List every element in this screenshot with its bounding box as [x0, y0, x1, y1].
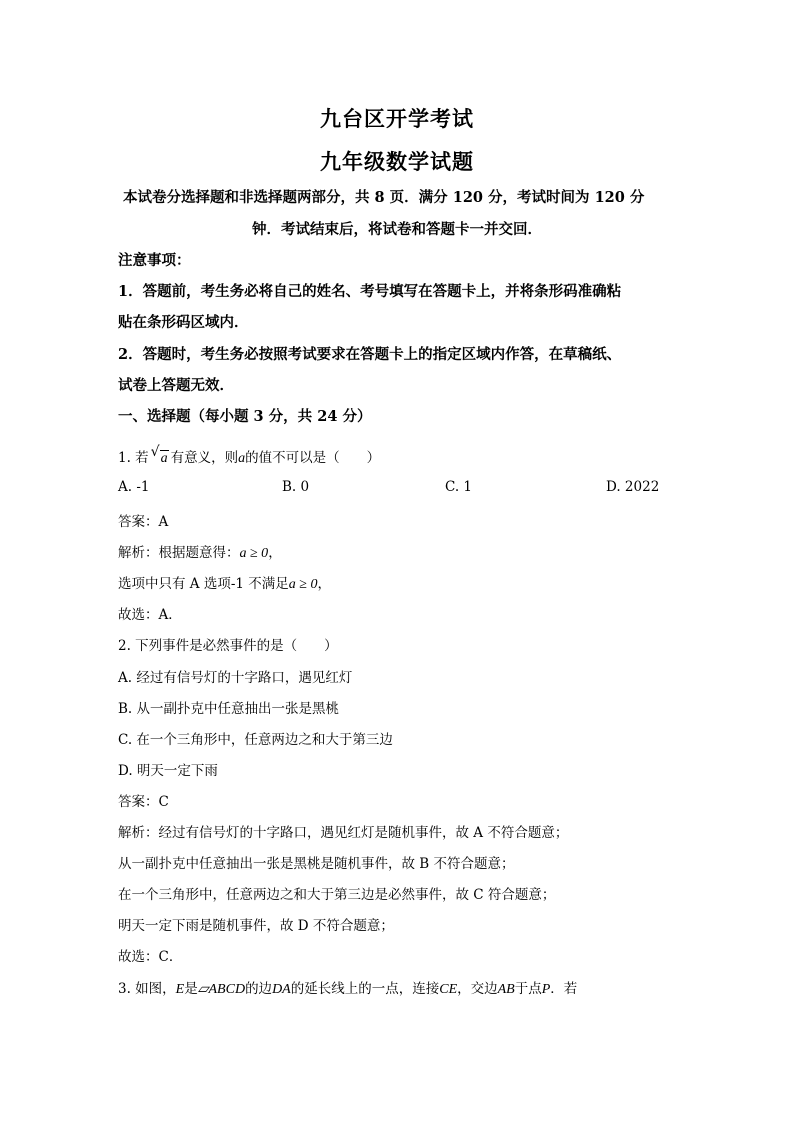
q3-math-3: DA [272, 982, 291, 997]
q1-option-d: D. 2022 [606, 479, 660, 495]
q3-math-5: AB [497, 982, 515, 997]
intro-line-2: 钟．考试结束后，将试卷和答题卡一并交回． [252, 221, 542, 238]
q1-option-a: A. -1 [118, 479, 150, 495]
q2-option-b: B. 从一副扑克中任意抽出一张是黑桃 [118, 701, 340, 717]
sqrt-expression [150, 444, 169, 467]
exam-title: 九台区开学考试 [320, 106, 474, 131]
q2-option-d: D. 明天一定下雨 [118, 763, 218, 779]
q1-option-c: C. 1 [445, 479, 473, 495]
note-2-line-2: 试卷上答题无效． [118, 377, 234, 394]
q1-var: a [238, 451, 246, 466]
q1-conclusion: 故选：A． [118, 607, 182, 623]
note-2-line-1: 2．答题时，考生务必按照考试要求在答题卡上的指定区域内作答，在草稿纸、 [118, 346, 622, 363]
q1-analysis-2-math: a ≥ 0 [288, 577, 318, 592]
q1-analysis-1-prefix: 解析：根据题意得： [118, 545, 240, 561]
q2-stem: 2. 下列事件是必然事件的是（ ） [118, 638, 338, 654]
q3-text-1: 3. 如图， [118, 981, 176, 997]
q1-answer: 答案：A [118, 514, 169, 530]
q3-text-2: 是 [184, 981, 198, 997]
q3-math-6: P [541, 982, 551, 997]
q3-stem [118, 977, 577, 998]
radicand: a [160, 451, 168, 466]
note-1-line-1: 1．答题前，考生务必将自己的姓名、考号填写在答题卡上，并将条形码准确粘 [118, 283, 622, 300]
q1-prefix: 1. 若 [118, 450, 149, 466]
q3-text-5: ，交边 [457, 981, 498, 997]
q2-analysis-1: 解析：经过有信号灯的十字路口，遇见红灯是随机事件，故 A 不符合题意； [118, 825, 569, 841]
q2-analysis-3: 在一个三角形中，任意两边之和大于第三边是必然事件，故 C 符合题意； [118, 887, 556, 903]
q1-analysis-1-math: a ≥ 0 [239, 546, 269, 561]
q1-analysis-2 [118, 572, 331, 593]
q3-math-1: E [175, 982, 185, 997]
q2-answer: 答案：C [118, 794, 169, 810]
q2-option-a: A. 经过有信号灯的十字路口，遇见红灯 [118, 670, 353, 686]
q1-middle: 有意义，则 [170, 450, 239, 466]
q2-option-c: C. 在一个三角形中，任意两边之和大于第三边 [118, 732, 393, 748]
q1-suffix: 的值不可以是（ ） [245, 450, 381, 466]
exam-subtitle: 九年级数学试题 [320, 149, 474, 174]
q3-text-7: ．若 [550, 981, 578, 997]
section-heading: 一、选择题（每小题 3 分，共 24 分） [118, 408, 372, 425]
q1-analysis-2-suffix: ， [317, 576, 331, 592]
q1-stem [118, 446, 380, 467]
q1-analysis-2-prefix: 选项中只有 A 选项-1 不满足 [118, 576, 289, 592]
q2-conclusion: 故选：C． [118, 949, 183, 965]
q3-text-4: 的延长线上的一点，连接 [290, 981, 440, 997]
q1-analysis-1 [118, 541, 282, 562]
note-1-line-2: 贴在条形码区域内． [118, 314, 249, 331]
q3-math-2: ▱ABCD [197, 982, 246, 997]
notes-heading: 注意事项： [118, 252, 191, 269]
q3-text-6: 于点 [514, 981, 542, 997]
intro-line-1: 本试卷分选择题和非选择题两部分，共 8 页．满分 120 分，考试时间为 120 分 [123, 189, 645, 206]
q1-option-b: B. 0 [282, 479, 310, 495]
q3-math-4: CE [439, 982, 458, 997]
q3-text-3: 的边 [245, 981, 273, 997]
q1-analysis-1-suffix: ， [268, 545, 282, 561]
q2-analysis-4: 明天一定下雨是随机事件，故 D 不符合题意； [118, 918, 394, 934]
radical-sign-icon: √ [150, 444, 160, 460]
q2-analysis-2: 从一副扑克中任意抽出一张是黑桃是随机事件，故 B 不符合题意； [118, 856, 515, 872]
